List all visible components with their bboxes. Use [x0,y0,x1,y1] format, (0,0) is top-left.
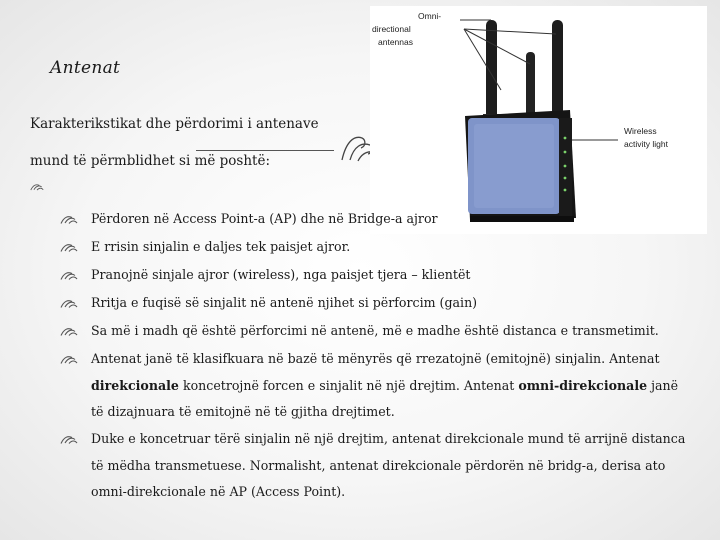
bullet-item: Sa më i madh që është përforcimi në antenë, më e madhe është distanca e transmetimit. [60,318,686,344]
classification-text-2: koncetrojnë forcen e sinjalit në një drejtim. Antenat [178,377,519,393]
slide-title: Antenat [50,58,121,78]
bullet-item: Pranojnë sinjale ajror (wireless), nga paisjet tjera – klientët [60,262,686,288]
label-wireless-1: Wireless [624,126,657,136]
intro-line-1: Karakterikstikat dhe përdorimi i antenave [30,116,319,132]
label-omni-3: antennas [378,37,413,47]
label-omni-1: Omni- [418,11,442,21]
classification-text-1: Antenat janë të klasifkuara në bazë të mënyrës që rrezatojnë (emitojnë) sinjalin. Antenat [91,351,660,366]
bullet-item-classification [60,346,686,426]
curly-bullet-icon [60,214,78,225]
curly-bullet-icon [60,298,78,309]
bullet-item: Duke e koncetruar tërë sinjalin në një drejtim, antenat direkcionale mund të arrijnë distanca të mëdha transmetuese. Normalisht, antenat direkcionale përdorën në bridg-a, derisa ato omni-direkcionale në AP (Access Point). [60,426,686,506]
classification-text-3: janë të dizajnuara të emitojnë në të gjitha drejtimet. [91,377,679,419]
intro-line-2: mund të përmblidhet si më poshtë: [30,153,271,169]
curly-bullet-icon [60,434,78,445]
label-wireless-2: activity light [624,139,668,149]
bullet-item: Rritja e fuqisë së sinjalit në antenë njihet si përforcim (gain) [60,290,686,316]
curly-bullet-icon [60,326,78,337]
term-omni-directional: omni-direkcionale [518,377,648,393]
term-directional: direkcionale [91,377,179,393]
bullet-item: Përdoren në Access Point-a (AP) dhe në Bridge-a ajror [60,206,686,232]
router-photo [370,6,707,234]
label-omni-2: directional [372,24,411,34]
curly-bullet-icon [60,354,78,365]
bullet-item: E rrisin sinjalin e daljes tek paisjet ajror. [60,234,686,260]
curly-bullet-icon [60,242,78,253]
divider-line [196,150,334,151]
curly-bullet-icon [60,270,78,281]
curly-decoration-icon-small [30,182,44,192]
antenna-right [552,20,563,126]
antenna-left [486,20,497,126]
